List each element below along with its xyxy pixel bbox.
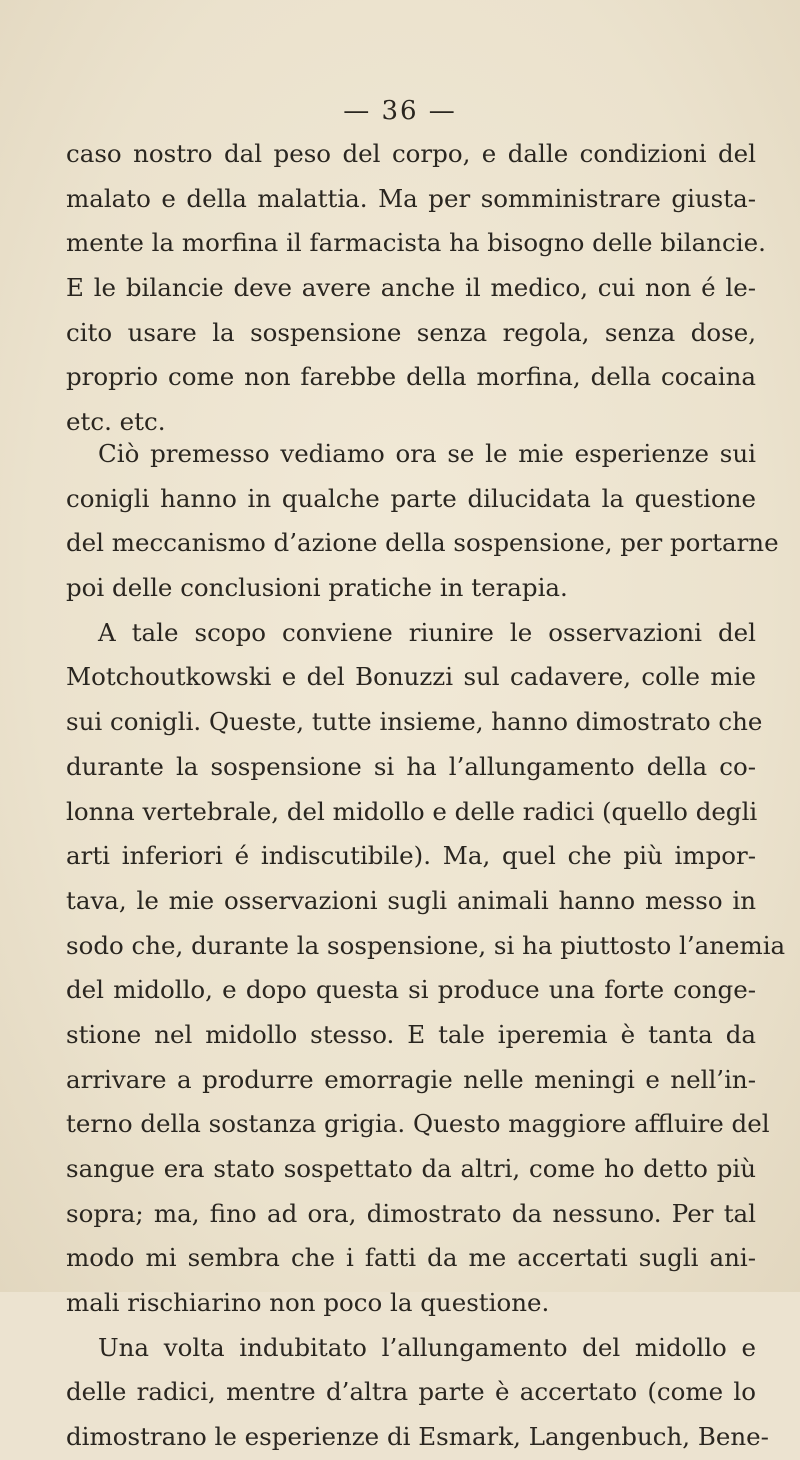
text-line: dimostrano le esperienze di Esmark, Langenbuch, Bene- [66,1422,769,1452]
text-line: arti inferiori é indiscutibile). Ma, quel che più impor- [66,841,756,871]
text-line: E le bilancie deve avere anche il medico, cui non é le- [66,273,756,303]
text-line: conigli hanno in qualche parte dilucidata la questione [66,483,756,513]
text-line: lonna vertebrale, del midollo e delle radici (quello degli [66,796,758,826]
text-line: Ciò premesso vediamo ora se le mie esperienze sui [98,439,756,468]
text-line: durante la sospensione si ha l’allungamento della co- [66,751,756,781]
text-line: del meccanismo d’azione della sospensione, per portarne [66,528,779,558]
text-line: A tale scopo conviene riunire le osservazioni del [98,617,756,647]
text-line: malato e della malattia. Ma per somministrare giusta- [66,183,756,213]
text-line: proprio come non farebbe della morfina, della cocaina [66,362,756,392]
paragraph [66,132,766,445]
text-line: terno della sostanza grigia. Questo maggiore affluire del [66,1109,770,1139]
text-line: sui conigli. Queste, tutte insieme, hanno dimostrato che [66,707,763,737]
text-line: cito usare la sospensione senza regola, senza dose, [66,317,756,347]
page-number: — 36 — [343,96,457,126]
text-line: modo mi sembra che i fatti da me accertati sugli ani- [66,1243,756,1273]
text-line: Una volta indubitato l’allungamento del midollo e [98,1332,756,1362]
text-line: sopra; ma, fino ad ora, dimostrato da nessuno. Per tal [66,1198,756,1228]
text-line: mali rischiarino non poco la questione. [66,1288,550,1318]
text-line: stione nel midollo stesso. E tale iperemia è tanta da [66,1019,756,1049]
text-line: delle radici, mentre d’altra parte è accertato (come lo [66,1377,756,1407]
text-line: etc. etc. [66,407,166,437]
text-line: sangue era stato sospettato da altri, come ho detto più [66,1154,756,1183]
paragraph [66,432,786,1460]
text-line: mente la morfina il farmacista ha bisogno delle bilancie. [66,228,766,258]
text-line: poi delle conclusioni pratiche in terapia. [66,573,568,603]
text-line: sodo che, durante la sospensione, si ha piuttosto l’anemia [66,930,786,960]
text-line: Motchoutkowski e del Bonuzzi sul cadavere, colle mie [66,662,756,692]
text-line: arrivare a produrre emorragie nelle meningi e nell’in- [66,1064,756,1094]
text-line: del midollo, e dopo questa si produce una forte conge- [66,975,756,1005]
text-line: tava, le mie osservazioni sugli animali hanno messo in [66,885,756,915]
text-line: caso nostro dal peso del corpo, e dalle condizioni del [66,139,756,168]
